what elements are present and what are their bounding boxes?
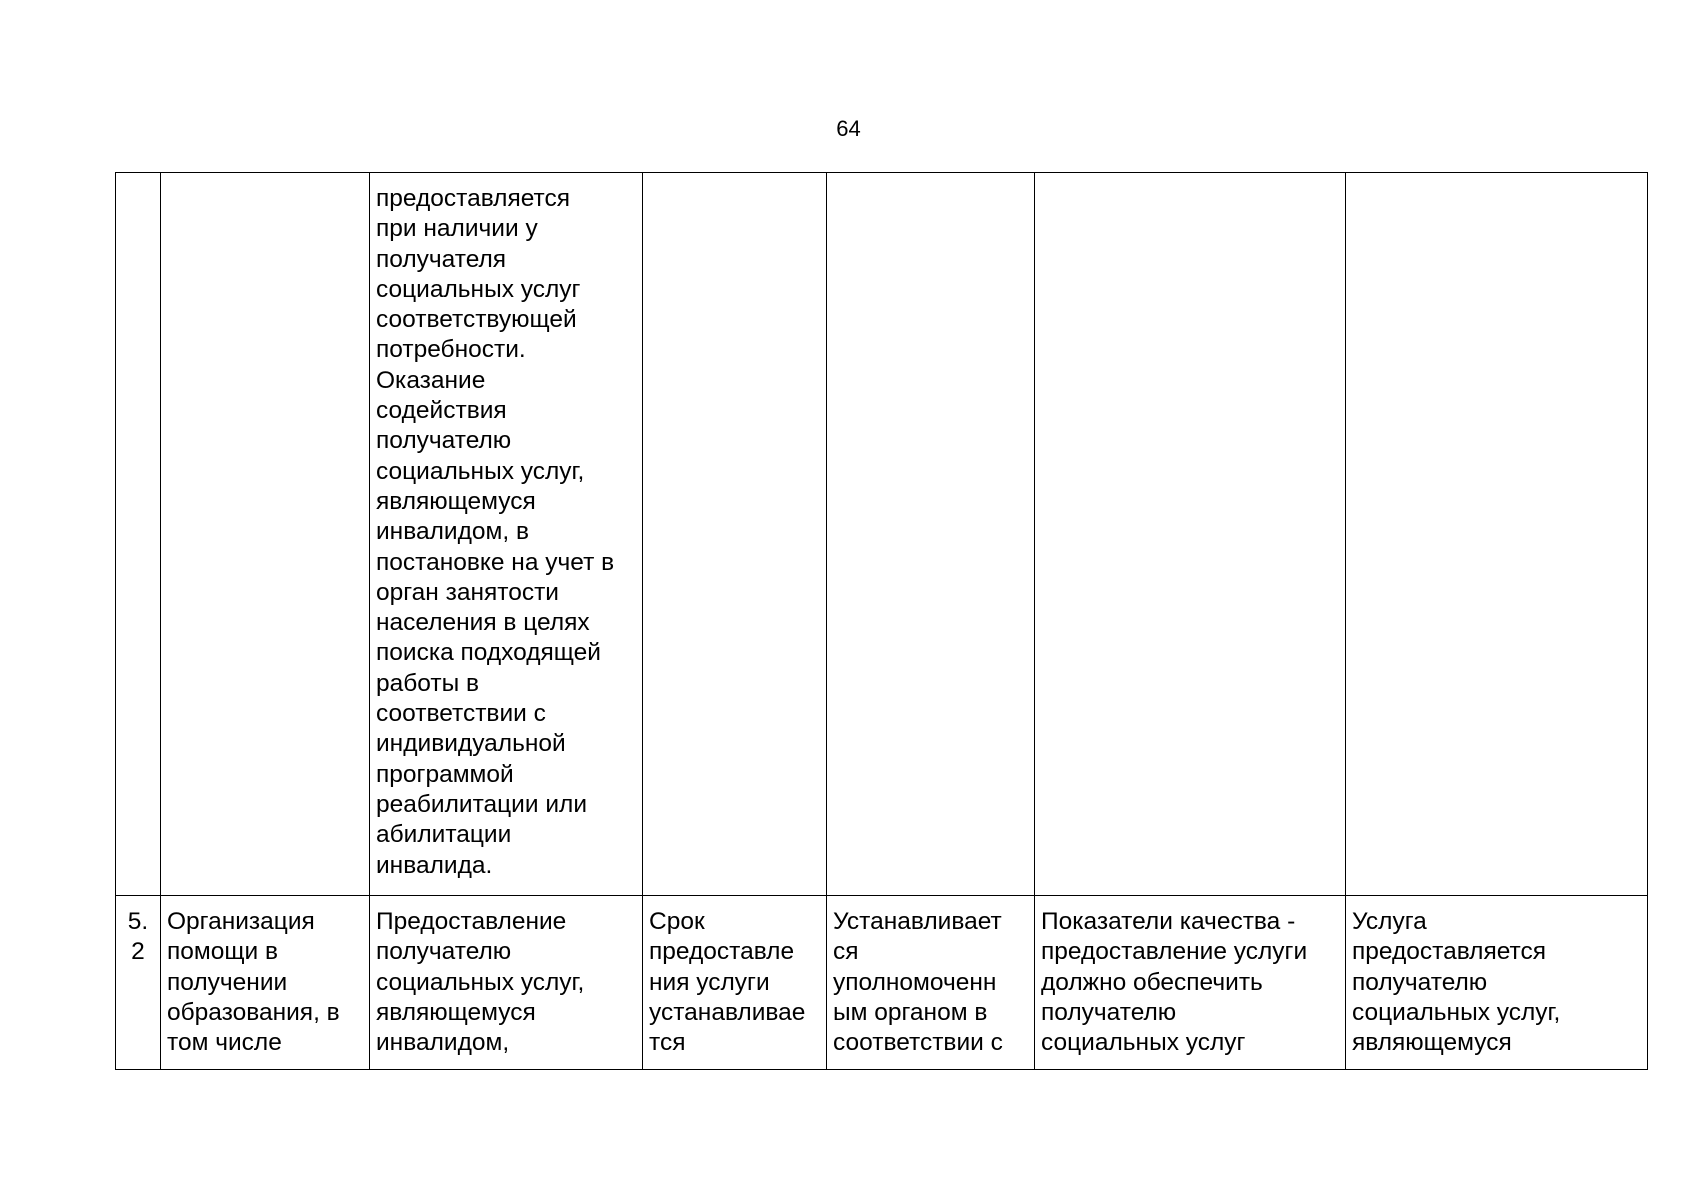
cell-description xyxy=(370,173,643,896)
cell-description xyxy=(370,896,643,1070)
cell-text-line: инвалидом, в xyxy=(376,518,529,546)
cell-text-line: предоставляется xyxy=(376,185,571,212)
cell-text-line: Срок xyxy=(649,908,705,935)
cell-text-line: Предоставление xyxy=(376,908,567,935)
cell-text-line: Устанавливает xyxy=(833,908,1002,935)
cell-text-line: получении xyxy=(167,968,288,996)
cell-text-line: предоставле xyxy=(649,938,795,966)
table-row-5-2 xyxy=(116,896,1648,1070)
cell-text-line: постановке на учет в xyxy=(376,548,615,576)
cell-text-line: получателю xyxy=(1041,998,1177,1026)
cell-text-line: индивидуальной xyxy=(376,730,566,758)
cell-text-line: социальных услуг, xyxy=(1352,998,1561,1026)
cell-text-line: социальных услуг xyxy=(376,275,581,303)
page-number: 64 xyxy=(836,116,861,141)
cell-text-line: том числе xyxy=(167,1029,282,1057)
cell-text-line: являющемуся xyxy=(376,487,536,515)
cell-text-line: реабилитации или xyxy=(376,790,588,818)
cell-cost xyxy=(827,896,1035,1070)
cell-text-line: получателю xyxy=(376,938,512,966)
cell-text-line: ния услуги xyxy=(649,968,770,996)
cell-number xyxy=(116,896,161,1070)
cell-text-line: населения в целях xyxy=(376,609,590,637)
cell-text-line: 5. xyxy=(127,908,149,935)
cell-text-line: поиска подходящей xyxy=(376,639,601,667)
cell-text-line: являющемуся xyxy=(1352,1029,1512,1057)
cell-text-line: устанавливае xyxy=(649,998,806,1026)
cell-conditions xyxy=(1346,896,1648,1070)
cell-text-line: предоставление услуги xyxy=(1041,938,1308,966)
cell-text-line: соответствии с xyxy=(376,700,546,728)
cell-text-line: инвалида. xyxy=(376,851,493,879)
cell-text-line: образования, в xyxy=(167,998,340,1026)
cell-text-line: потребности. xyxy=(376,336,526,364)
cell-text-line: работы в xyxy=(376,669,480,697)
cell-text-line: получателя xyxy=(376,245,507,273)
cell-text-line: 2 xyxy=(131,938,145,966)
cell-text-line: при наличии у xyxy=(376,215,538,243)
cell-conditions xyxy=(1346,173,1648,896)
cell-text-line: абилитации xyxy=(376,821,512,849)
cell-text-line: ся xyxy=(833,938,859,966)
cell-text-line: Организация xyxy=(167,908,315,935)
cell-text-line: Услуга xyxy=(1352,908,1427,935)
cell-text-line: Оказание xyxy=(376,366,486,394)
cell-text-line: социальных услуг, xyxy=(376,457,585,485)
cell-text-line: помощи в xyxy=(167,938,279,966)
cell-text-line: инвалидом, xyxy=(376,1029,510,1057)
cell-text-line: содействия xyxy=(376,397,507,425)
cell-text-line: программой xyxy=(376,760,514,788)
cell-term xyxy=(643,896,827,1070)
cell-text-line: уполномоченн xyxy=(833,968,997,996)
cell-text-line: социальных услуг, xyxy=(376,968,585,996)
cell-text-line: Показатели качества - xyxy=(1041,908,1296,935)
cell-name xyxy=(161,173,370,896)
table-row-continued xyxy=(116,173,1648,896)
cell-quality xyxy=(1035,896,1346,1070)
services-table xyxy=(115,172,1648,1070)
cell-text-line: соответствующей xyxy=(376,306,577,334)
cell-cost xyxy=(827,173,1035,896)
cell-text-line: ым органом в xyxy=(833,998,988,1026)
cell-term xyxy=(643,173,827,896)
cell-quality xyxy=(1035,173,1346,896)
cell-text-line: предоставляется xyxy=(1352,938,1547,966)
cell-text-line: тся xyxy=(649,1029,686,1057)
cell-text-line: орган занятости xyxy=(376,578,559,606)
cell-text-line: получателю xyxy=(1352,968,1488,996)
cell-text-line: должно обеспечить xyxy=(1041,968,1263,996)
cell-text-line: соответствии с xyxy=(833,1029,1003,1057)
cell-text-line: получателю xyxy=(376,427,512,455)
cell-number xyxy=(116,173,161,896)
cell-name xyxy=(161,896,370,1070)
cell-text-line: являющемуся xyxy=(376,998,536,1026)
cell-text-line: социальных услуг xyxy=(1041,1029,1246,1057)
